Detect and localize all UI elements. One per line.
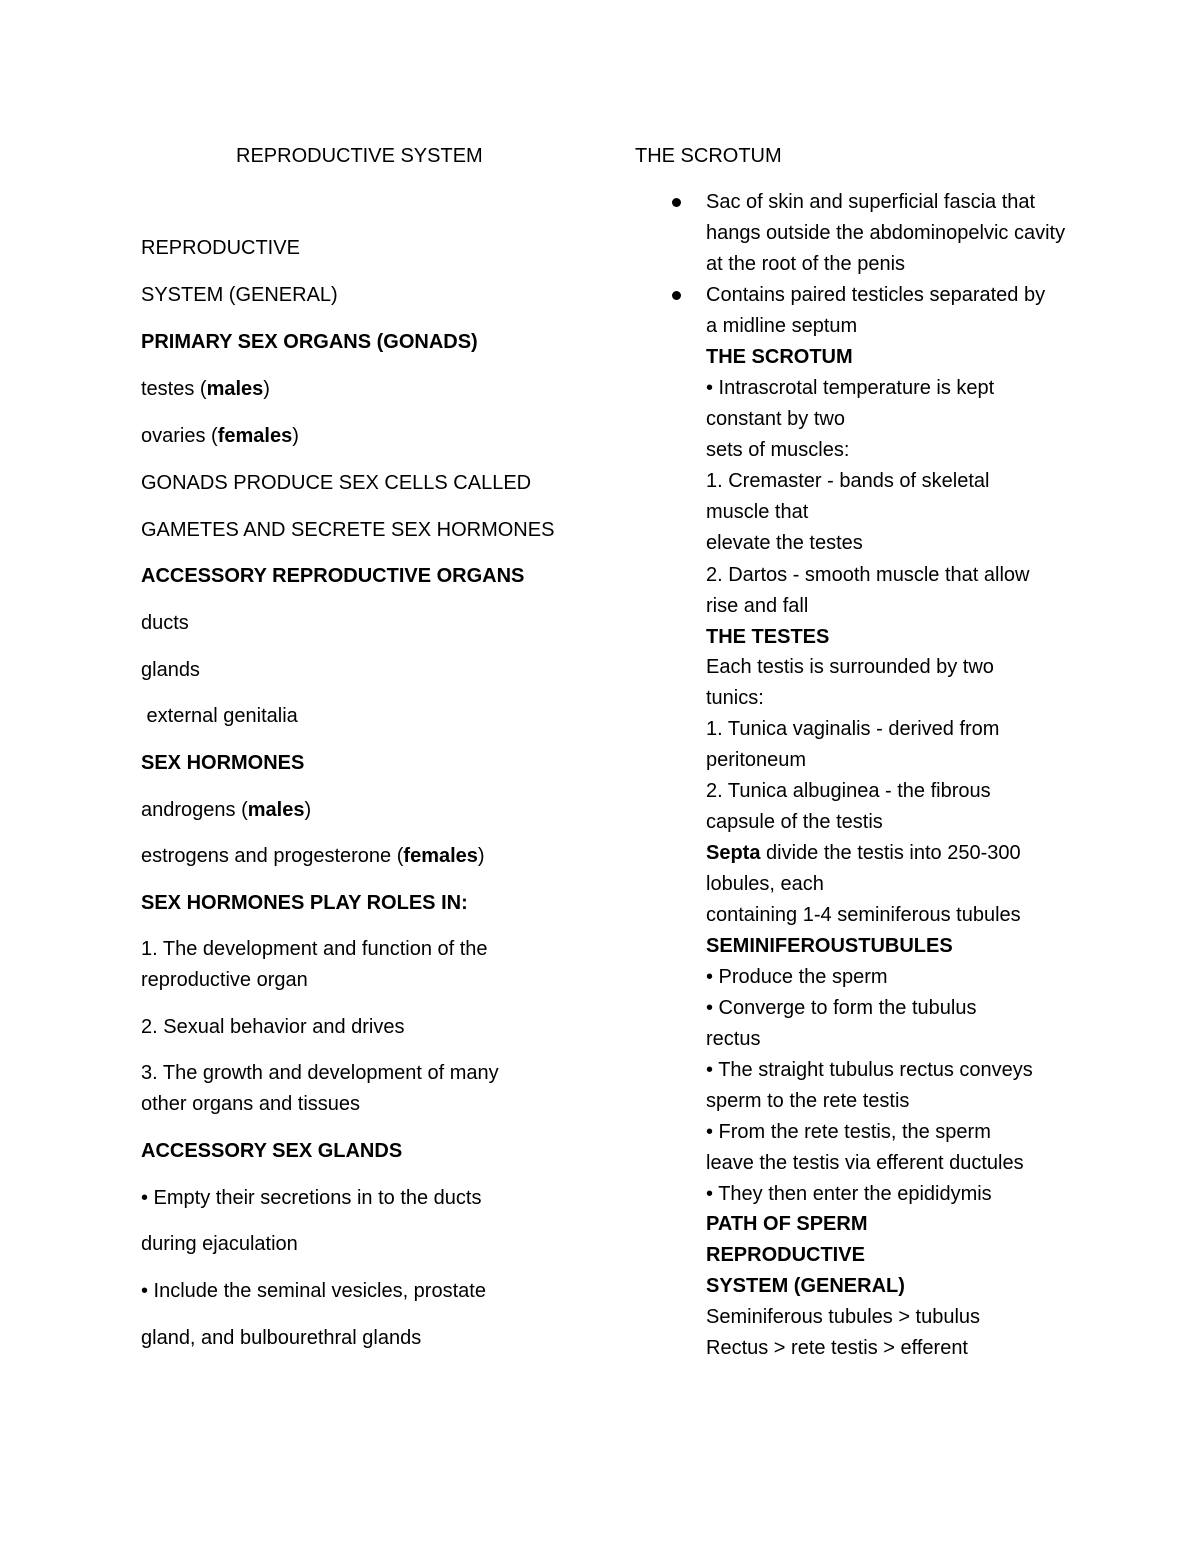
text-line: SYSTEM (GENERAL): [141, 284, 338, 306]
text-line: peritoneum: [706, 749, 807, 771]
text-line: Septa divide the testis into 250-300: [706, 842, 1021, 864]
text-line: lobules, each: [706, 873, 824, 895]
text-line: androgens (males): [141, 799, 312, 821]
section-heading: REPRODUCTIVE: [706, 1244, 865, 1266]
bullet-text: Contains paired testicles separated by a midline septum: [706, 284, 1046, 337]
section-heading: PATH OF SPERM: [706, 1213, 868, 1235]
text-line: • From the rete testis, the sperm: [706, 1121, 991, 1143]
section-heading: SYSTEM (GENERAL): [706, 1275, 905, 1297]
text-line: rectus: [706, 1028, 761, 1050]
text-line: Seminiferous tubules > tubulus: [706, 1306, 981, 1328]
text-line: estrogens and progesterone (females): [141, 845, 485, 867]
section-heading: PRIMARY SEX ORGANS (GONADS): [141, 331, 478, 353]
section-heading: SEMINIFEROUSTUBULES: [706, 935, 953, 957]
text-line: • Intrascrotal temperature is kept: [706, 377, 995, 399]
text-line: 1. The development and function of the reproductive organ: [141, 938, 488, 991]
text-line: containing 1-4 seminiferous tubules: [706, 904, 1021, 926]
text-line: constant by two: [706, 408, 845, 430]
text-line: glands: [141, 659, 200, 681]
text-line: tunics:: [706, 687, 764, 709]
text-line: ovaries (females): [141, 425, 299, 447]
text-line: ducts: [141, 612, 189, 634]
bullet-text: Sac of skin and superficial fascia that hangs outside the abdominopelvic cavity at the root of the penis: [706, 191, 1066, 275]
text-line: during ejaculation: [141, 1233, 298, 1255]
text-line: • Converge to form the tubulus: [706, 997, 977, 1019]
text-line: muscle that: [706, 501, 809, 523]
section-heading: THE SCROTUM: [635, 145, 782, 167]
text-line: elevate the testes: [706, 532, 863, 554]
text-line: Each testis is surrounded by two: [706, 656, 994, 678]
section-heading: SEX HORMONES PLAY ROLES IN:: [141, 892, 468, 914]
text-line: • Produce the sperm: [706, 966, 888, 988]
text-line: GAMETES AND SECRETE SEX HORMONES: [141, 519, 555, 541]
text-line: GONADS PRODUCE SEX CELLS CALLED: [141, 472, 532, 494]
text-line: • The straight tubulus rectus conveys: [706, 1059, 1033, 1081]
text-line: capsule of the testis: [706, 811, 883, 833]
text-line: sets of muscles:: [706, 439, 850, 461]
text-line: 1. Tunica vaginalis - derived from: [706, 718, 1000, 740]
section-heading: THE TESTES: [706, 626, 830, 648]
text-line: 2. Sexual behavior and drives: [141, 1016, 405, 1038]
bullet-icon: [672, 291, 681, 300]
text-line: REPRODUCTIVE: [141, 237, 300, 259]
text-line: 1. Cremaster - bands of skeletal: [706, 470, 990, 492]
text-line: Rectus > rete testis > efferent: [706, 1337, 968, 1359]
text-line: sperm to the rete testis: [706, 1090, 910, 1112]
text-line: rise and fall: [706, 595, 809, 617]
text-line: gland, and bulbourethral glands: [141, 1327, 422, 1349]
bullet-icon: [672, 198, 681, 207]
text-line: • They then enter the epididymis: [706, 1183, 992, 1205]
section-heading: ACCESSORY REPRODUCTIVE ORGANS: [141, 565, 525, 587]
document-title: REPRODUCTIVE SYSTEM: [236, 145, 483, 167]
section-heading: ACCESSORY SEX GLANDS: [141, 1140, 403, 1162]
text-line: 2. Tunica albuginea - the fibrous: [706, 780, 991, 802]
text-line: 3. The growth and development of many other organs and tissues: [141, 1062, 499, 1115]
text-line: • Empty their secretions in to the ducts: [141, 1187, 482, 1209]
text-line: leave the testis via efferent ductules: [706, 1152, 1024, 1174]
section-heading: THE SCROTUM: [706, 346, 853, 368]
text-line: 2. Dartos - smooth muscle that allow: [706, 564, 1030, 586]
text-line: external genitalia: [141, 705, 298, 727]
section-heading: SEX HORMONES: [141, 752, 305, 774]
text-line: • Include the seminal vesicles, prostate: [141, 1280, 486, 1302]
text-line: testes (males): [141, 378, 270, 400]
